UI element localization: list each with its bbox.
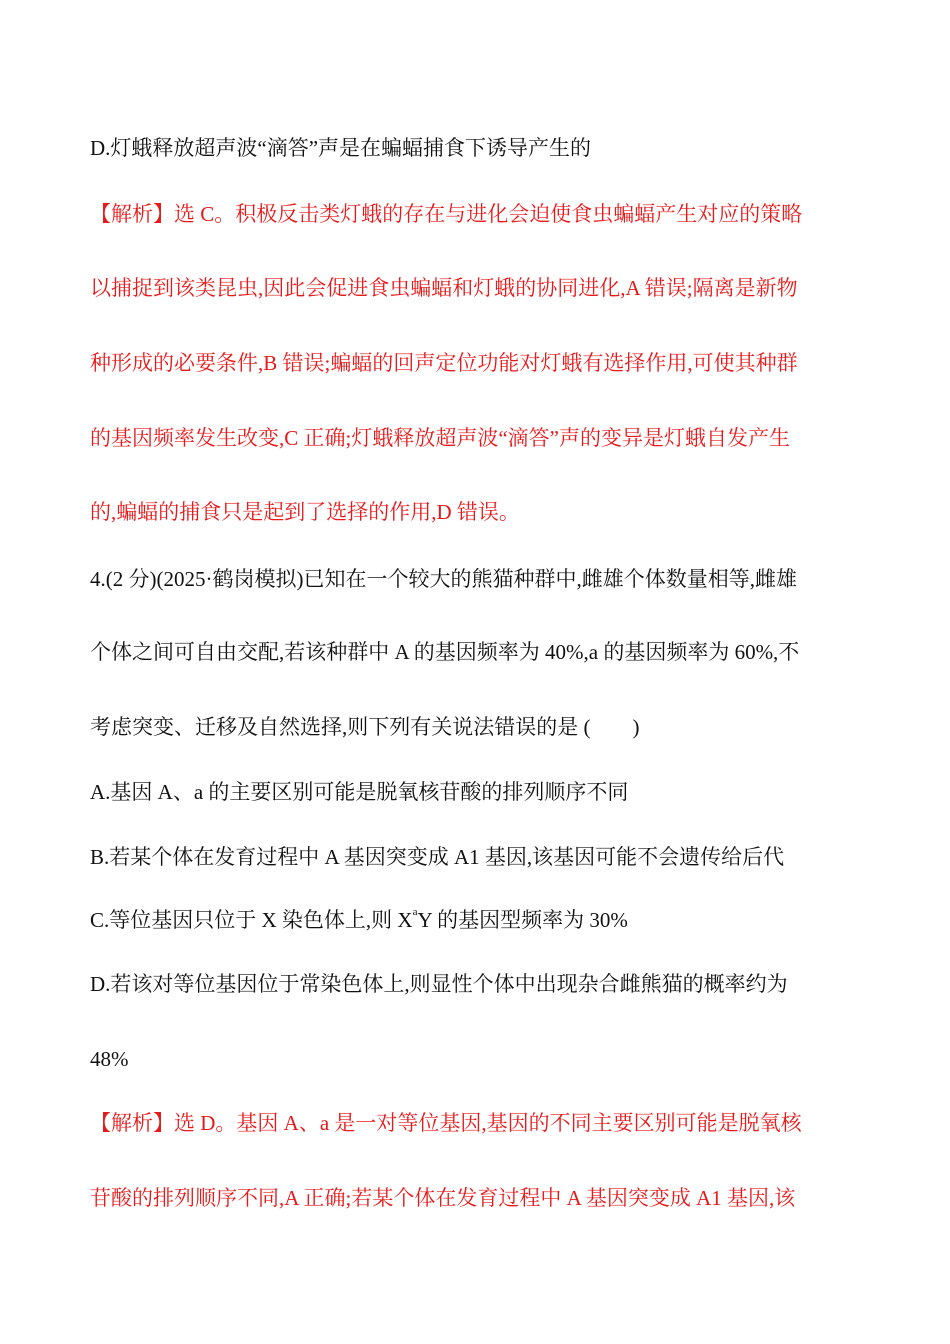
- q4-stem-line: 4.(2 分)(2025·鹤岗模拟)已知在一个较大的熊猫种群中,雌雄个体数量相等,雌雄: [90, 567, 797, 591]
- q4-stem-line: 个体之间可自由交配,若该种群中 A 的基因频率为 40%,a 的基因频率为 60%,不: [90, 640, 800, 664]
- q3-analysis-line: 的,蝙蝠的捕食只是起到了选择的作用,D 错误。: [90, 500, 520, 524]
- q3-analysis-line: 以捕捉到该类昆虫,因此会促进食虫蝙蝠和灯蛾的协同进化,A 错误;隔离是新物: [90, 276, 798, 300]
- q4-option-d: D.若该对等位基因位于常染色体上,则显性个体中出现杂合雌熊猫的概率约为: [90, 972, 788, 996]
- q3-option-d: D.灯蛾释放超声波“滴答”声是在蝙蝠捕食下诱导产生的: [90, 136, 592, 160]
- q4-option-c-text-end: Y 的基因型频率为 30%: [417, 908, 628, 932]
- q4-option-a: A.基因 A、a 的主要区别可能是脱氧核苷酸的排列顺序不同: [90, 780, 629, 804]
- q3-analysis-line: 【解析】选 C。积极反击类灯蛾的存在与进化会迫使食虫蝙蝠产生对应的策略: [90, 202, 803, 226]
- q4-option-b: B.若某个体在发育过程中 A 基因突变成 A1 基因,该基因可能不会遗传给后代: [90, 845, 785, 869]
- q4-stem-line: 考虑突变、迁移及自然选择,则下列有关说法错误的是 ( ): [90, 715, 640, 739]
- q3-analysis-line: 种形成的必要条件,B 错误;蝙蝠的回声定位功能对灯蛾有选择作用,可使其种群: [90, 351, 798, 375]
- q4-option-c: [90, 906, 870, 934]
- q4-option-d-continued: 48%: [90, 1047, 129, 1071]
- q4-option-c-superscript: a: [412, 906, 418, 918]
- q4-option-c-text: C.等位基因只位于 X 染色体上,则 X: [90, 908, 413, 932]
- q4-analysis-line: 【解析】选 D。基因 A、a 是一对等位基因,基因的不同主要区别可能是脱氧核: [90, 1111, 802, 1135]
- q3-analysis-line: 的基因频率发生改变,C 正确;灯蛾释放超声波“滴答”声的变异是灯蛾自发产生: [90, 426, 790, 450]
- q4-analysis-line: 苷酸的排列顺序不同,A 正确;若某个体在发育过程中 A 基因突变成 A1 基因,该: [90, 1186, 796, 1210]
